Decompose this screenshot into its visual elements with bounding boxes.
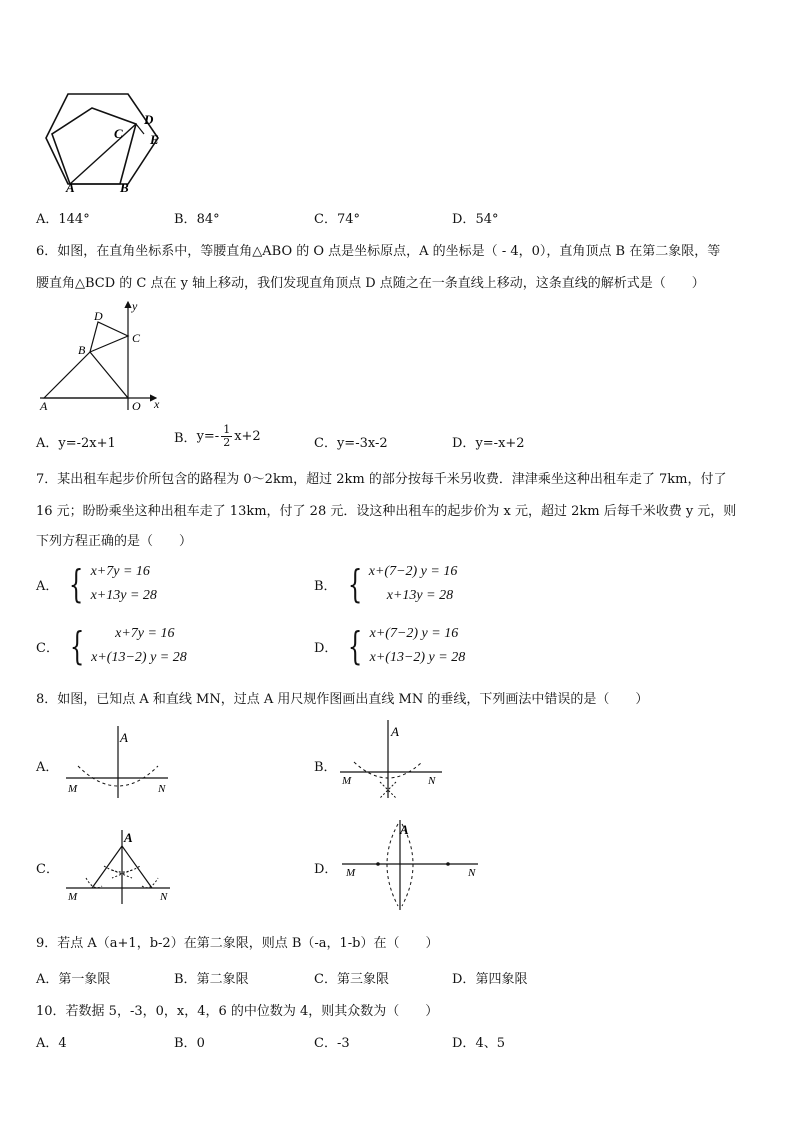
q6-option-c: C．y=-3x-2 xyxy=(314,436,388,451)
q8-figure-c xyxy=(64,826,176,906)
svg-text:N: N xyxy=(428,775,436,787)
q10-option-c: C．-3 xyxy=(314,1036,350,1051)
svg-text:N: N xyxy=(160,891,168,903)
q6-label-d: D xyxy=(94,309,103,323)
q7-text-line3: 下列方程正确的是（ ） xyxy=(36,534,193,549)
q8-option-a-label: A． xyxy=(36,760,59,775)
q5-option-b: B．84° xyxy=(174,212,220,227)
q7-option-b: B． { x+(7−2) y = 16 x+13y = 28 xyxy=(314,562,458,606)
q5-option-a: A．144° xyxy=(36,212,90,227)
q10-option-b: B．0 xyxy=(174,1036,205,1051)
q8-figure-a xyxy=(64,722,174,802)
q6-label-y: y xyxy=(132,299,138,313)
q6-text-line1: 6．如图，在直角坐标系中，等腰直角△ABO 的 O 点是坐标原点，A 的坐标是（ - 4，0），直角顶点 B 在第二象限，等 xyxy=(36,244,721,259)
q6-figure xyxy=(36,298,166,414)
q6-label-b: B xyxy=(78,343,86,357)
q8-option-b-label: B． xyxy=(314,760,337,775)
svg-text:A: A xyxy=(400,822,409,837)
q8-text-line1: 8．如图，已知点 A 和直线 MN，过点 A 用尺规作图画出直线 MN 的垂线，下列画法中错误的是（ ） xyxy=(36,692,649,707)
q7-text-line2: 16 元；盼盼乘坐这种出租车走了 13km，付了 28 元．设这种出租车的起步价为 x 元，超过 2km 后每千米收费 y 元，则 xyxy=(36,504,737,519)
q6-label-x: x xyxy=(154,397,160,411)
q5-segment-ce xyxy=(136,124,144,134)
q5-label-b: B xyxy=(120,180,129,195)
q5-figure xyxy=(40,88,170,196)
svg-text:M: M xyxy=(68,783,78,795)
q5-hexagon xyxy=(46,94,158,184)
q5-diagonal xyxy=(70,124,136,184)
q6-label-a: A xyxy=(40,399,48,413)
q5-label-e: E xyxy=(150,132,159,147)
q6-text-line2: 腰直角△BCD 的 C 点在 y 轴上移动，我们发现直角顶点 D 点随之在一条直线上移动，这条直线的解析式是（ ） xyxy=(36,276,705,291)
q8-figure-d xyxy=(340,818,482,912)
q5-label-d: D xyxy=(144,112,154,127)
q9-option-b: B．第二象限 xyxy=(174,972,249,987)
q8-figure-b xyxy=(338,718,448,804)
q9-text-line1: 9．若点 A（a+1，b-2）在第二象限，则点 B（-a，1-b）在（ ） xyxy=(36,936,439,951)
q9-option-a: A．第一象限 xyxy=(36,972,111,987)
svg-text:A: A xyxy=(391,724,399,739)
svg-text:A: A xyxy=(124,830,133,845)
svg-text:N: N xyxy=(468,867,476,879)
q9-option-c: C．第三象限 xyxy=(314,972,389,987)
svg-text:N: N xyxy=(158,783,166,795)
q8-option-d-label: D． xyxy=(314,862,338,877)
q6-label-c: C xyxy=(132,331,141,345)
q6-fraction: $\frac{1}{2}$ xyxy=(223,423,231,449)
q5-option-c: C．74° xyxy=(314,212,360,227)
q5-label-a: A xyxy=(66,180,75,195)
q7-option-c: C． { x+7y = 16 x+(13−2) y = 28 xyxy=(36,624,187,668)
q6-option-b: B． y=- $\frac{1}{2}$ x+2 xyxy=(174,423,261,449)
q10-text-line1: 10．若数据 5，-3，0，x，4，6 的中位数为 4，则其众数为（ ） xyxy=(36,1004,439,1019)
q7-option-d: D． { x+(7−2) y = 16 x+(13−2) y = 28 xyxy=(314,624,466,668)
q10-option-a: A．4 xyxy=(36,1036,67,1051)
svg-text:A: A xyxy=(120,730,128,745)
q6-triangle-abo xyxy=(44,352,128,398)
q6-option-d: D．y=-x+2 xyxy=(452,436,525,451)
q7-option-a: A． { x+7y = 16 x+13y = 28 xyxy=(36,562,157,606)
q10-option-d: D．4、5 xyxy=(452,1036,505,1051)
q9-option-d: D．第四象限 xyxy=(452,972,528,987)
q6-option-a: A．y=-2x+1 xyxy=(36,436,116,451)
svg-text:M: M xyxy=(68,891,78,903)
svg-text:M: M xyxy=(342,775,352,787)
q5-label-c: C xyxy=(114,126,123,141)
q5-option-d: D．54° xyxy=(452,212,499,227)
q6-label-o: O xyxy=(132,399,141,413)
q7-text-line1: 7．某出租车起步价所包含的路程为 0～2km，超过 2km 的部分按每千米另收费．津津乘坐这种出租车走了 7km，付了 xyxy=(36,472,727,487)
q5-pentagon xyxy=(52,108,136,184)
q6-triangle-bcd xyxy=(90,322,128,352)
q8-option-c-label: C． xyxy=(36,862,59,877)
svg-text:M: M xyxy=(346,867,356,879)
